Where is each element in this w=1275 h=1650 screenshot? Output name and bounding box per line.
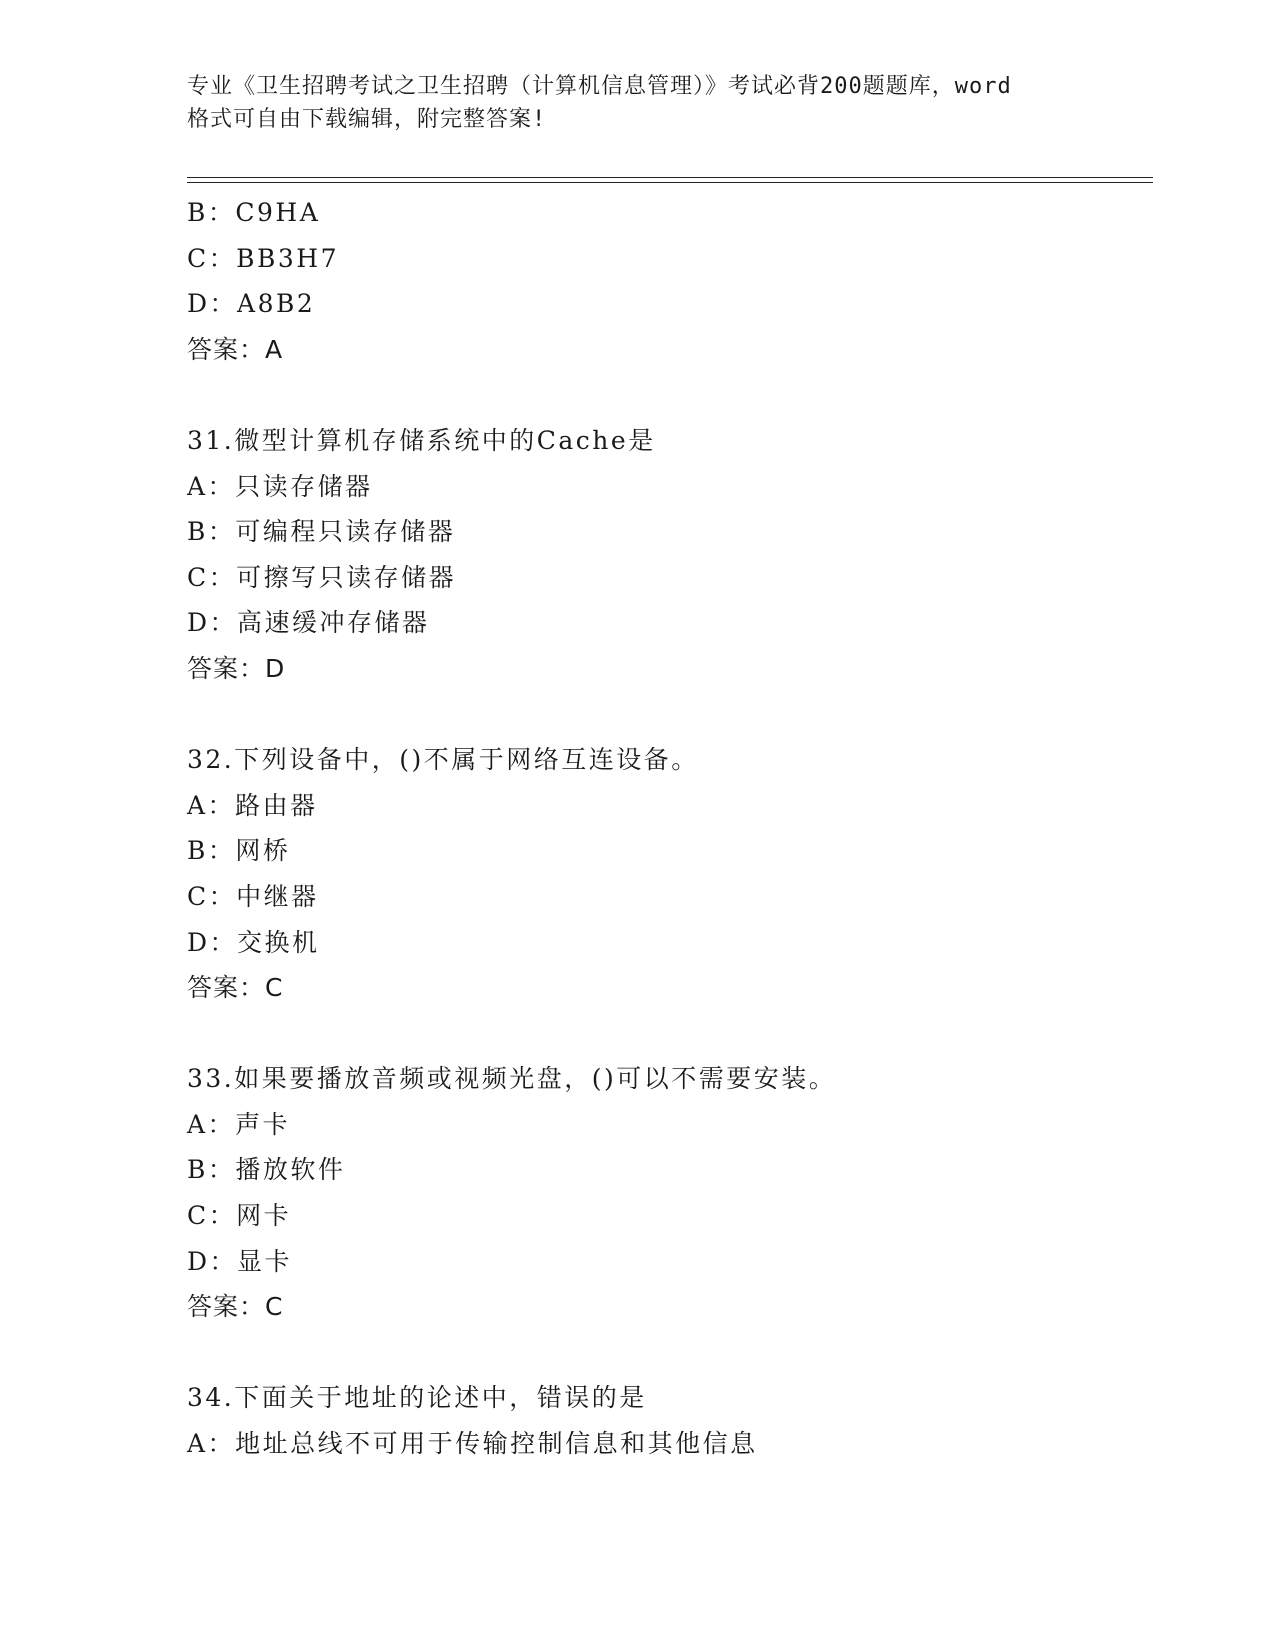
option-row: [187, 828, 1153, 874]
option-key: B：: [187, 198, 236, 227]
option-text: 显卡: [237, 1246, 293, 1276]
document-header: [187, 70, 1087, 136]
option-key: B：: [187, 836, 236, 866]
header-divider-bottom: [187, 182, 1153, 183]
option-key: D：: [187, 289, 238, 319]
option-key: A：: [187, 1109, 236, 1139]
option-text: 声卡: [235, 1109, 291, 1139]
option-text: 可编程只读存储器: [235, 517, 456, 547]
option-text: 只读存储器: [235, 471, 373, 501]
option-row: [187, 1102, 1153, 1148]
spacer: [187, 372, 1153, 418]
header-line-2: 格式可自由下载编辑，附完整答案!: [187, 107, 547, 132]
option-row: [187, 1147, 1153, 1193]
option-key: A：: [187, 790, 236, 820]
question-list: [187, 190, 1153, 1467]
option-key: A：: [187, 1429, 236, 1459]
option-text: 网桥: [235, 836, 291, 866]
option-text: 地址总线不可用于传输控制信息和其他信息: [235, 1429, 758, 1459]
option-row: [187, 555, 1153, 601]
question-stem: 32.下列设备中，()不属于网络互连设备。: [187, 745, 699, 775]
answer-line: 答案：C: [187, 1292, 284, 1322]
option-key: C：: [187, 1201, 237, 1231]
spacer: [187, 1330, 1153, 1376]
option-text: A8B2: [237, 289, 316, 319]
option-key: C：: [187, 243, 237, 273]
option-row: [187, 464, 1153, 510]
option-key: B：: [187, 517, 236, 547]
option-row: [187, 190, 1153, 236]
question-stem: 31.微型计算机存储系统中的Cache是: [187, 425, 656, 455]
answer-line: 答案：A: [187, 334, 284, 364]
option-text: 中继器: [236, 881, 319, 911]
option-text: 交换机: [237, 927, 320, 957]
option-key: D：: [187, 1246, 238, 1276]
option-text: 可擦写只读存储器: [236, 562, 457, 592]
option-text: BB3H7: [236, 243, 339, 273]
option-key: A：: [187, 471, 236, 501]
option-row: [187, 874, 1153, 920]
option-text: C9HA: [235, 198, 321, 227]
answer-line: 答案：C: [187, 973, 284, 1003]
option-text: 网卡: [236, 1201, 292, 1231]
header-divider-top: [187, 177, 1153, 178]
question-stem: 34.下面关于地址的论述中，错误的是: [187, 1383, 647, 1413]
option-row: [187, 236, 1153, 282]
option-key: B：: [187, 1155, 236, 1185]
option-row: [187, 600, 1153, 646]
option-row: [187, 1193, 1153, 1239]
spacer: [187, 692, 1153, 738]
option-text: 高速缓冲存储器: [237, 608, 430, 638]
option-row: [187, 1421, 1153, 1467]
option-key: D：: [187, 608, 238, 638]
option-text: 路由器: [235, 790, 318, 820]
question-stem: 33.如果要播放音频或视频光盘，()可以不需要安装。: [187, 1064, 837, 1094]
option-row: [187, 1239, 1153, 1285]
option-row: [187, 783, 1153, 829]
option-key: C：: [187, 562, 237, 592]
answer-line: 答案：D: [187, 653, 286, 683]
option-row: [187, 920, 1153, 966]
option-key: D：: [187, 927, 238, 957]
option-key: C：: [187, 881, 237, 911]
option-row: [187, 509, 1153, 555]
spacer: [187, 1011, 1153, 1057]
option-row: [187, 281, 1153, 327]
option-text: 播放软件: [235, 1155, 346, 1185]
header-line-1: 专业《卫生招聘考试之卫生招聘（计算机信息管理）》考试必背200题题库，word: [187, 74, 1012, 99]
